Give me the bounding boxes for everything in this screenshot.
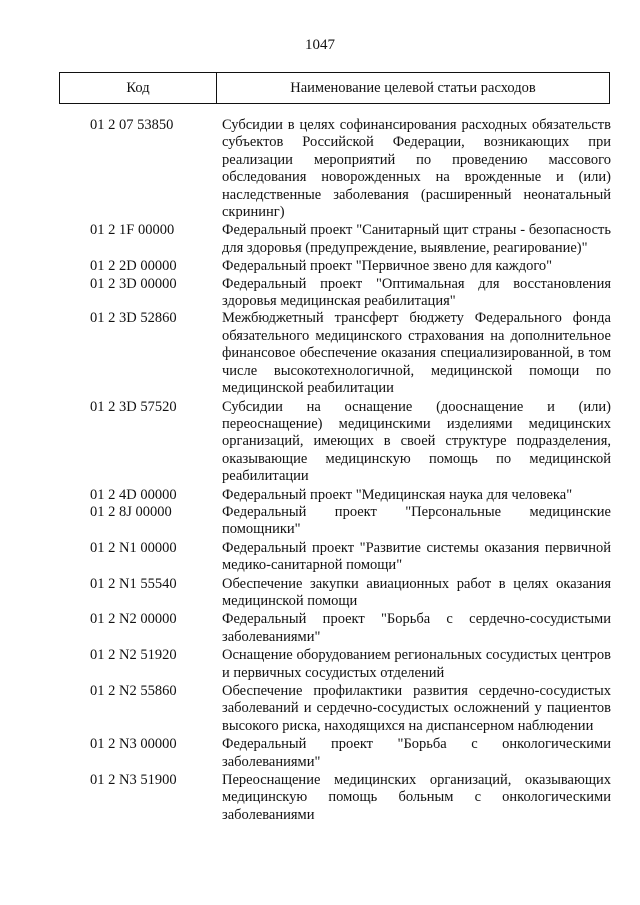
- table-row: [0, 487, 640, 504]
- row-name: Федеральный проект "Санитарный щит страны - безопасность для здоровья (предупреждение, выявление, реагирование)": [222, 222, 611, 256]
- table-row: [0, 683, 640, 735]
- row-name: Федеральный проект "Борьба с сердечно-сосудистыми заболеваниями": [222, 611, 611, 645]
- row-code: 01 2 N2 00000: [90, 611, 177, 628]
- table-row: [0, 576, 640, 611]
- table-row: [0, 611, 640, 646]
- table-row: [0, 399, 640, 486]
- row-name: Обеспечение профилактики развития сердечно-сосудистых заболеваний и сердечно-сосудистых осложнений у пациентов высокого риска, находящихся на диспансерном наблюдении: [222, 683, 611, 734]
- row-name: Федеральный проект "Оптимальная для восстановления здоровья медицинская реабилитация": [222, 275, 611, 310]
- table-body: [0, 117, 640, 824]
- row-code: 01 2 N3 00000: [90, 736, 177, 753]
- row-code: 01 2 07 53850: [90, 117, 174, 133]
- table-row: [0, 222, 640, 257]
- row-name: Федеральный проект "Развитие системы оказания первичной медико-санитарной помощи": [222, 539, 611, 574]
- row-name: Федеральный проект "Борьба с онкологическими заболеваниями": [222, 736, 611, 770]
- row-name: Обеспечение закупки авиационных работ в целях оказания медицинской помощи: [222, 575, 611, 609]
- row-code: 01 2 N3 51900: [90, 772, 177, 789]
- table-row: [0, 647, 640, 682]
- row-name: Федеральный проект "Персональные медицинские помощники": [222, 503, 611, 538]
- table-header: [59, 72, 610, 104]
- table-row: [0, 504, 640, 539]
- row-code: 01 2 3D 57520: [90, 398, 177, 415]
- row-name: Федеральный проект "Медицинская наука для человека": [222, 486, 573, 503]
- table-row: [0, 736, 640, 771]
- table-row: [0, 540, 640, 575]
- row-name: Субсидии на оснащение (дооснащение и (или) переоснащение) медицинскими изделиями медицинских организаций, имеющих в своей структуре подразделения, оказывающие медицинскую помощь по медицинской реабилитации: [222, 398, 611, 485]
- table-row: [0, 276, 640, 311]
- row-code: 01 2 3D 00000: [90, 275, 177, 292]
- row-name: Оснащение оборудованием региональных сосудистых центров и первичных сосудистых отделений: [222, 647, 611, 681]
- header-code-column: Код: [60, 73, 217, 103]
- row-name: Субсидии в целях софинансирования расходных обязательств субъектов Российской Федерации, возникающих при реализации мероприятий по проведению массового обследования новорожденных на врожденные и (или) наследственные заболевания (расширенный неонатальный скрининг): [222, 117, 611, 221]
- row-name: Переоснащение медицинских организаций, оказывающих медицинскую помощь больным с онкологическими заболеваниями: [222, 772, 611, 823]
- table-row: [0, 258, 640, 275]
- row-code: 01 2 N2 51920: [90, 647, 177, 664]
- page-number: 1047: [305, 37, 335, 53]
- table-row: [0, 772, 640, 824]
- row-name: Межбюджетный трансферт бюджету Федерального фонда обязательного медицинского страхования на дополнительное финансовое обеспечение оказания специализированной, в том числе высокотехнологичной, медицинской помощи по медицинской реабилитации: [222, 310, 611, 397]
- table-row: [0, 310, 640, 397]
- row-code: 01 2 N1 00000: [90, 539, 177, 556]
- table-row: [0, 117, 640, 221]
- row-code: 01 2 8J 00000: [90, 503, 172, 520]
- row-code: 01 2 N1 55540: [90, 575, 177, 592]
- header-name-column: Наименование целевой статьи расходов: [290, 79, 536, 96]
- row-code: 01 2 1F 00000: [90, 222, 175, 239]
- row-name: Федеральный проект "Первичное звено для каждого": [222, 258, 553, 275]
- row-code: 01 2 3D 52860: [90, 310, 177, 327]
- row-code: 01 2 2D 00000: [90, 258, 177, 275]
- row-code: 01 2 4D 00000: [90, 486, 177, 503]
- row-code: 01 2 N2 55860: [90, 683, 177, 699]
